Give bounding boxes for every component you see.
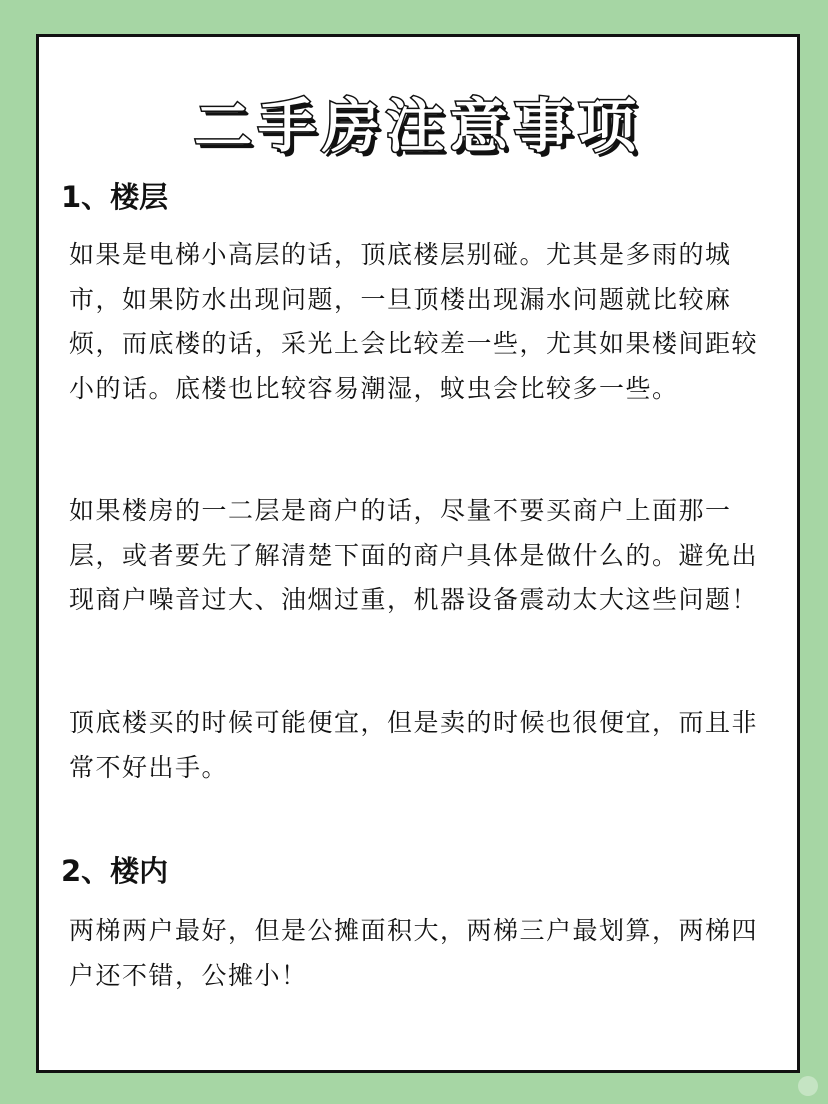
paragraph-floors-3: 顶底楼买的时候可能便宜，但是卖的时候也很便宜，而且非常不好出手。 bbox=[69, 708, 759, 782]
paragraph-floors-1: 如果是电梯小高层的话，顶底楼层别碰。尤其是多雨的城市，如果防水出现问题，一旦顶楼出现漏水问题就比较麻烦，而底楼的话，采光上会比较差一些，尤其如果楼间距较小的话。底楼也比较容易潮湿，蚊虫会比较多一些。 bbox=[69, 240, 759, 403]
paragraph-inside-1: 两梯两户最好，但是公摊面积大，两梯三户最划算，两梯四户还不错，公摊小！ bbox=[69, 916, 759, 990]
content-card bbox=[36, 34, 800, 1073]
section-heading-floors: 1、楼层 bbox=[61, 180, 169, 214]
page-title: 二手房注意事项 bbox=[193, 92, 642, 160]
paragraph-floors-2: 如果楼房的一二层是商户的话，尽量不要买商户上面那一层，或者要先了解清楚下面的商户具体是做什么的。避免出现商户噪音过大、油烟过重，机器设备震动太大这些问题！ bbox=[69, 496, 759, 614]
section-heading-inside: 2、楼内 bbox=[61, 854, 169, 888]
watermark-icon bbox=[798, 1076, 818, 1096]
